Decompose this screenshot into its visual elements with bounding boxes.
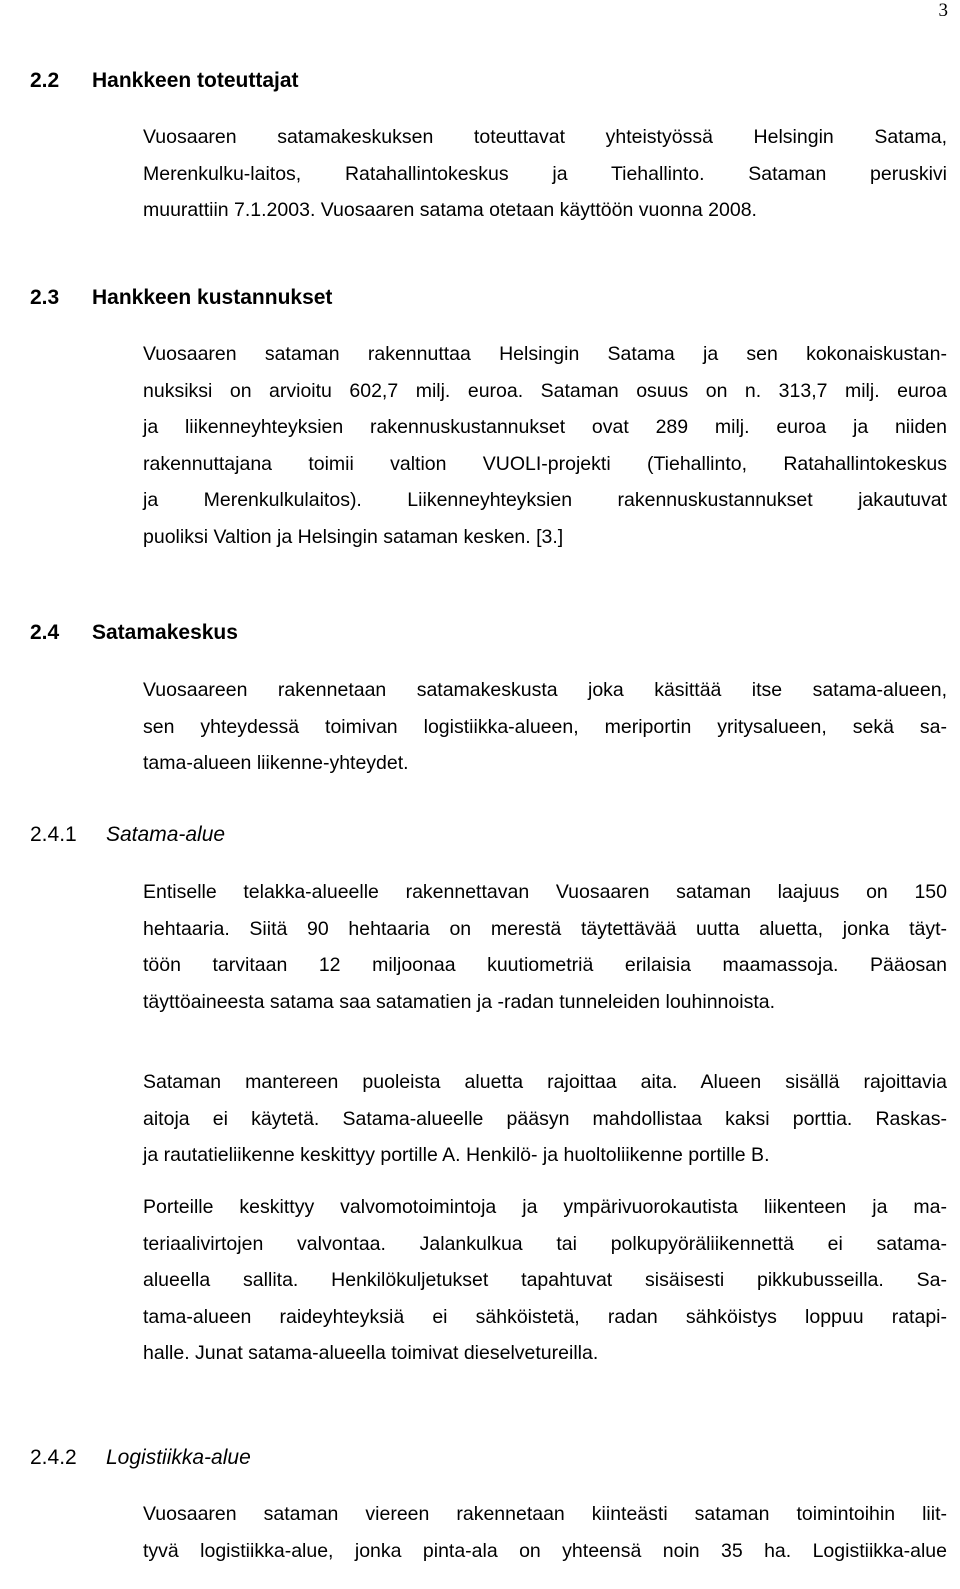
- page-number: 3: [938, 0, 948, 21]
- section-heading-2-4-1: [30, 823, 225, 847]
- section-title: Satama-alue: [106, 823, 226, 846]
- section-number: 2.4: [30, 621, 60, 644]
- section-heading-2-2: [30, 69, 299, 93]
- section-title: Logistiikka-alue: [106, 1446, 251, 1469]
- text-line: hehtaaria. Siitä 90 hehtaaria on merestä täytettävää uutta aluetta, jonka täyt-: [143, 917, 947, 940]
- section-number: 2.3: [30, 286, 60, 309]
- text-line: Merenkulku-laitos, Ratahallintokeskus ja Tiehallinto. Sataman peruskivi: [143, 162, 947, 185]
- section-title: Hankkeen kustannukset: [92, 286, 333, 309]
- text-line: täyttöaineesta satama saa satamatien ja -radan tunneleiden louhinnoista.: [143, 990, 775, 1013]
- text-line: rakennuttajana toimii valtion VUOLI-projekti (Tiehallinto, Ratahallintokeskus: [143, 452, 947, 475]
- text-line: ja Merenkulkulaitos). Liikenneyhteyksien rakennuskustannukset jakautuvat: [143, 489, 947, 511]
- text-line: teriaalivirtojen valvontaa. Jalankulkua tai polkupyöräliikennettä ei satama-: [143, 1232, 947, 1255]
- paragraph-2-3-1: [143, 336, 947, 555]
- paragraph-2-4-1: [143, 672, 947, 782]
- section-number: 2.4.1: [30, 823, 77, 846]
- text-line: töön tarvitaan 12 miljoonaa kuutiometriä erilaisia maamassoja. Pääosan: [143, 954, 947, 976]
- text-line: nuksiksi on arvioitu 602,7 milj. euroa. Sataman osuus on n. 313,7 milj. euroa: [143, 379, 947, 402]
- text-line: Vuosaaren satamakeskuksen toteuttavat yhteistyössä Helsingin Satama,: [143, 126, 947, 148]
- section-heading-2-4: [30, 621, 238, 645]
- text-line: Entiselle telakka-alueelle rakennettavan Vuosaaren sataman laajuus on 150: [143, 881, 947, 903]
- text-line: Vuosaareen rakennetaan satamakeskusta joka käsittää itse satama-alueen,: [143, 679, 947, 701]
- section-number: 2.4.2: [30, 1446, 77, 1469]
- text-line: alueella sallita. Henkilökuljetukset tapahtuvat sisäisesti pikkubusseilla. Sa-: [143, 1269, 947, 1291]
- text-line: Porteille keskittyy valvomotoimintoja ja ympärivuorokautista liikenteen ja ma-: [143, 1196, 947, 1218]
- text-line: tyvä logistiikka-alue, jonka pinta-ala on yhteensä noin 35 ha. Logistiikka-alue: [143, 1539, 947, 1562]
- section-title: Hankkeen toteuttajat: [92, 69, 299, 92]
- text-line: halle. Junat satama-alueella toimivat dieselvetureilla.: [143, 1342, 599, 1364]
- section-title: Satamakeskus: [92, 621, 238, 644]
- section-number: 2.2: [30, 69, 60, 92]
- text-line: muurattiin 7.1.2003. Vuosaaren satama otetaan käyttöön vuonna 2008.: [143, 199, 757, 221]
- paragraph-2-4-1-2: [143, 1064, 947, 1174]
- text-line: ja liikenneyhteyksien rakennuskustannukset ovat 289 milj. euroa ja niiden: [143, 416, 947, 438]
- paragraph-2-4-2-1: [143, 1496, 947, 1569]
- text-line: tama-alueen raideyhteyksiä ei sähköistetä, radan sähköistys loppuu ratapi-: [143, 1305, 947, 1328]
- paragraph-2-2-1: [143, 119, 947, 229]
- section-heading-2-3: [30, 286, 332, 310]
- text-line: puoliksi Valtion ja Helsingin sataman kesken. [3.]: [143, 525, 564, 548]
- paragraph-2-4-1-3: [143, 1189, 947, 1372]
- paragraph-2-4-1-1: [143, 874, 947, 1020]
- text-line: sen yhteydessä toimivan logistiikka-alueen, meriportin yritysalueen, sekä sa-: [143, 715, 947, 738]
- text-line: aitoja ei käytetä. Satama-alueelle pääsyn mahdollistaa kaksi porttia. Raskas-: [143, 1107, 947, 1130]
- text-line: ja rautatieliikenne keskittyy portille A. Henkilö- ja huoltoliikenne portille B.: [143, 1144, 770, 1166]
- section-heading-2-4-2: [30, 1446, 251, 1470]
- text-line: Sataman mantereen puoleista aluetta rajoittaa aita. Alueen sisällä rajoittavia: [143, 1071, 947, 1093]
- text-line: Vuosaaren sataman viereen rakennetaan kiinteästi sataman toimintoihin liit-: [143, 1503, 947, 1525]
- text-line: tama-alueen liikenne-yhteydet.: [143, 752, 409, 774]
- text-line: Vuosaaren sataman rakennuttaa Helsingin Satama ja sen kokonaiskustan-: [143, 343, 947, 365]
